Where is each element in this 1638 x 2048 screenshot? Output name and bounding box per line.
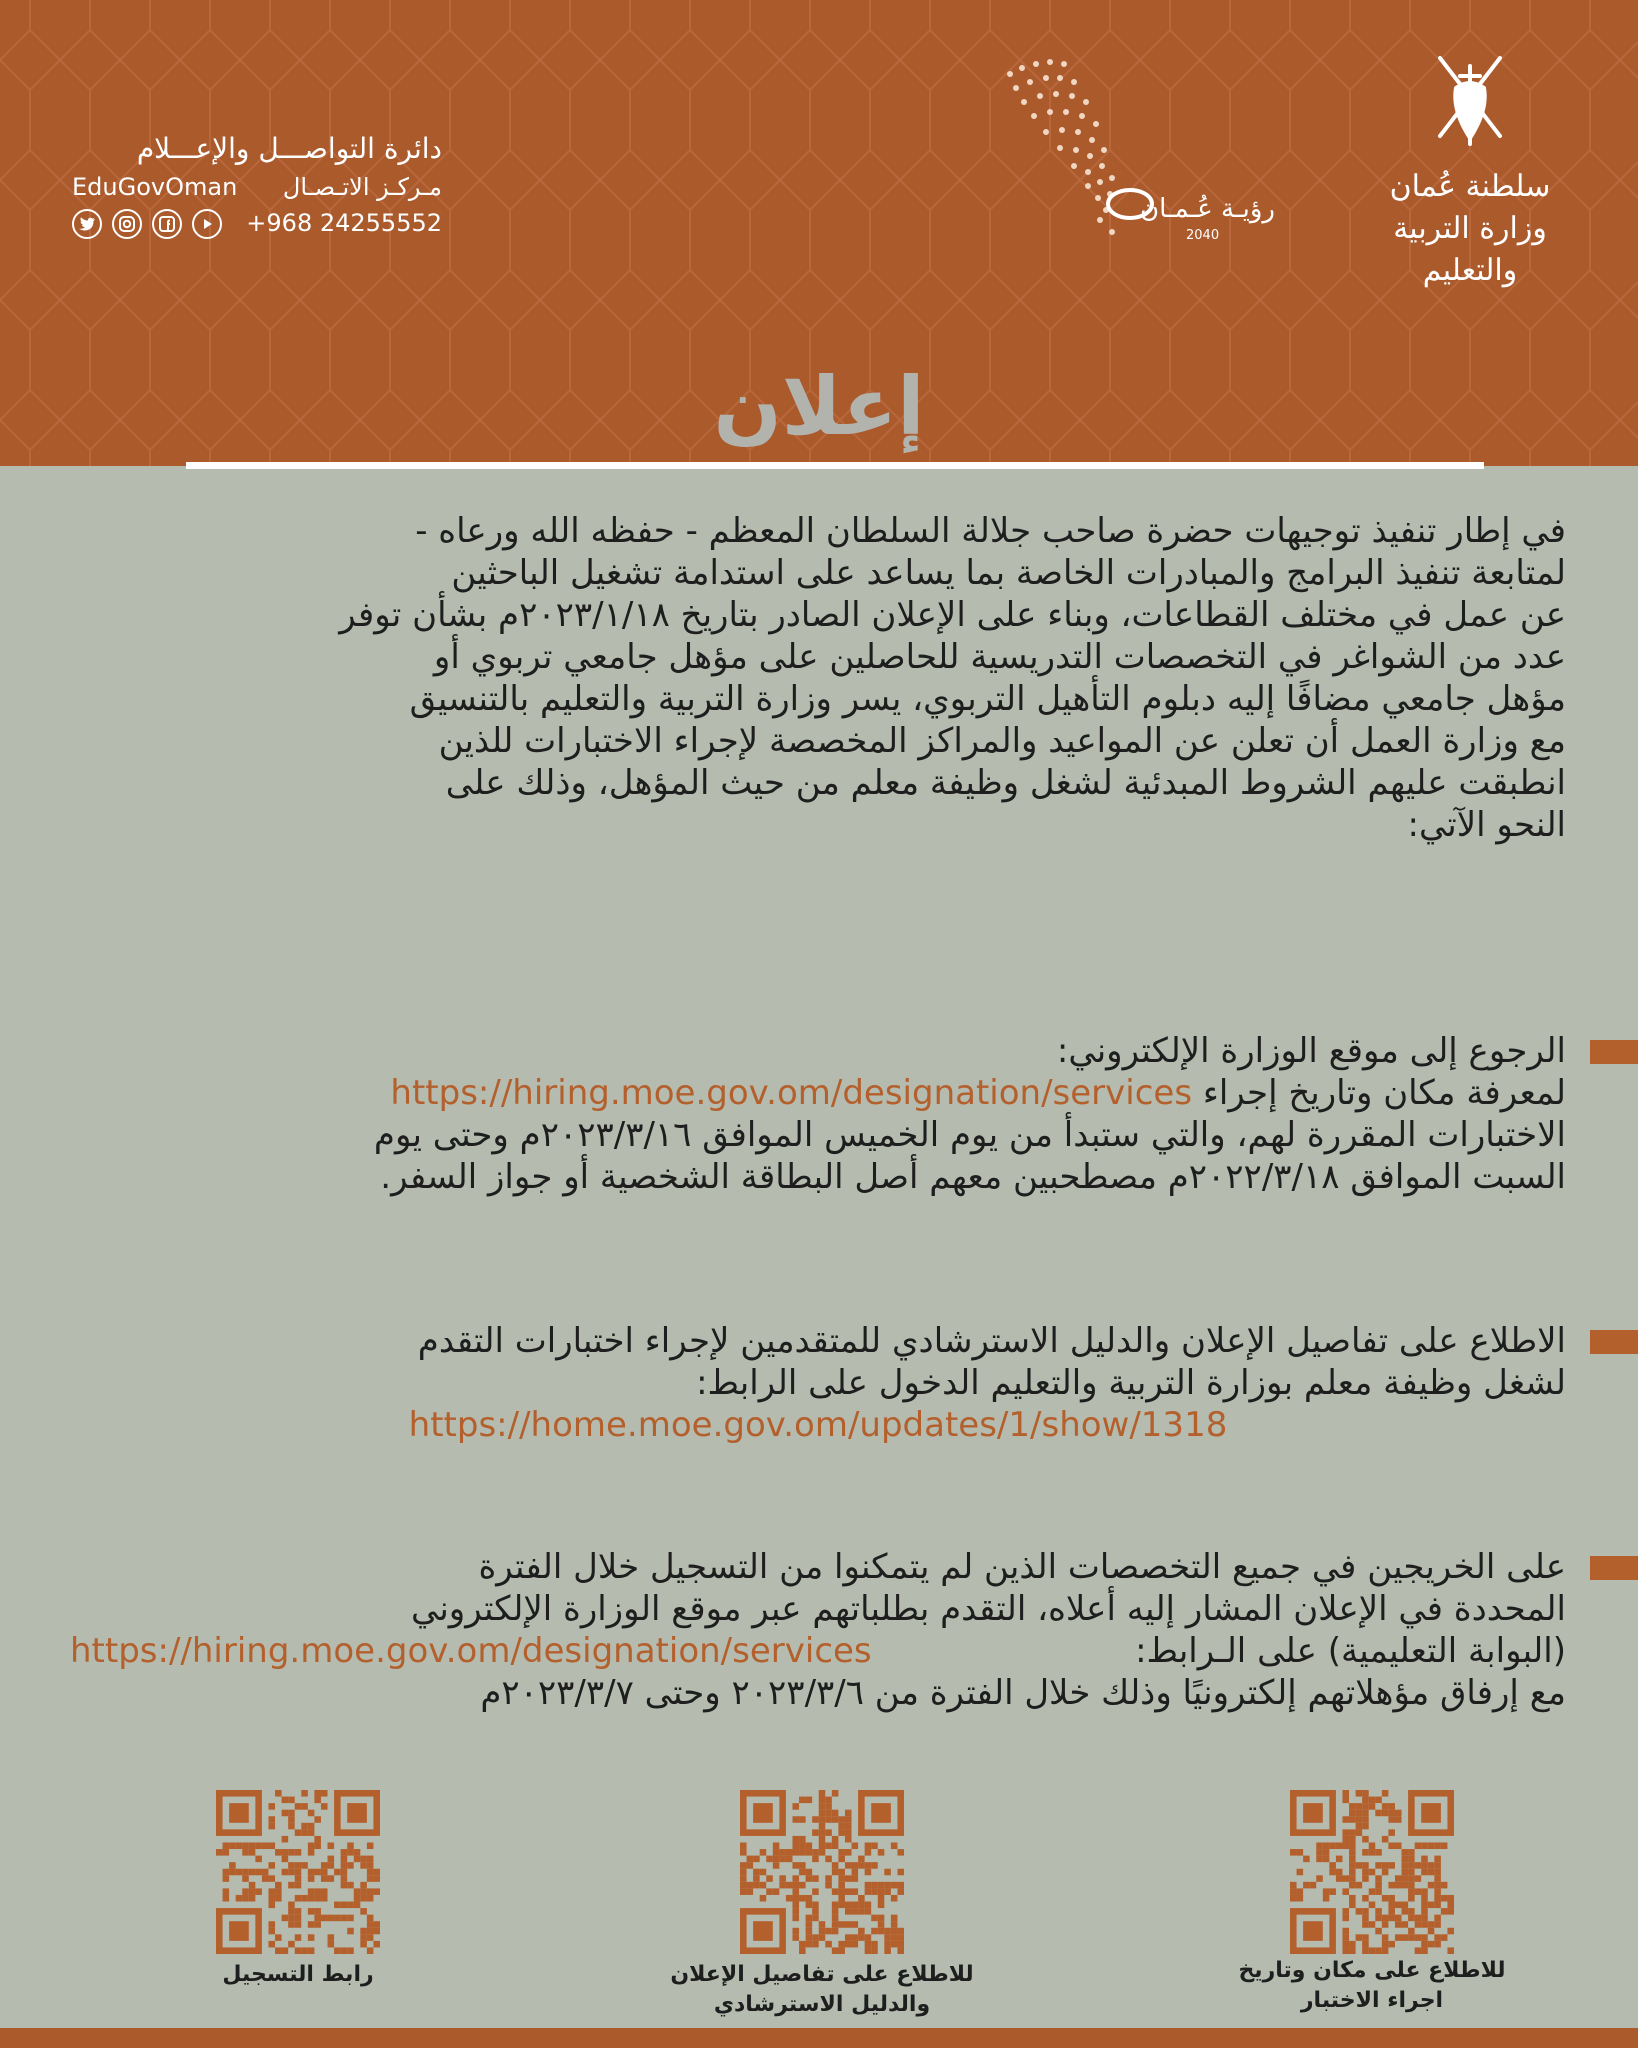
section-1 — [70, 1030, 1566, 1198]
social-handle[interactable]: EduGovOman — [72, 173, 238, 201]
header-banner — [0, 0, 1638, 466]
section-1-text: لمعرفة مكان وتاريخ إجراء — [1202, 1073, 1566, 1113]
qr-label-line: للاطلاع على مكان وتاريخ — [1238, 1958, 1506, 1983]
intro-line: في إطار تنفيذ توجيهات حضرة صاحب جلالة السلطان المعظم - حفظه الله ورعاه - — [415, 511, 1566, 551]
bullet-bar — [1590, 1330, 1638, 1354]
oman-vision-logo — [1000, 54, 1280, 254]
qr-label-line: اجراء الاختبار — [1300, 1988, 1444, 2013]
vision-swirl-icon — [1000, 54, 1180, 254]
ministry-name — [1360, 166, 1580, 292]
ministry-logo — [1360, 48, 1580, 288]
intro-line: النحو الآتي: — [1407, 805, 1566, 845]
intro-line: مع وزارة العمل أن تعلن عن المواعيد والمراكز المخصصة لإجراء الاختبارات للذين — [438, 721, 1566, 761]
intro-line: انطبقت عليهم الشروط المبدئية لشغل وظيفة معلم من حيث المؤهل، وذلك على — [445, 763, 1566, 803]
intro-paragraph — [70, 510, 1566, 846]
intro-line: عدد من الشواغر في التخصصات التدريسية للحاصلين على مؤهل جامعي تربوي أو — [433, 637, 1566, 677]
section-3-text: (البوابة التعليمية) على الـرابط: — [1135, 1631, 1566, 1671]
bullet-bar — [1590, 1556, 1638, 1580]
sultanate-text: سلطنة عُمان — [1389, 169, 1551, 204]
contact-block — [72, 132, 442, 247]
social-icons — [72, 209, 222, 239]
registration-link[interactable]: https://hiring.moe.gov.om/designation/services — [70, 1631, 872, 1671]
contact-center-label: مـركـز الاتـصـال — [282, 173, 442, 201]
department-name: دائرة التواصـــل والإعـــلام — [136, 132, 442, 165]
intro-line: عن عمل في مختلف القطاعات، وبناء على الإعلان الصادر بتاريخ ٢٠٢٣/١/١٨م بشأن توفر — [339, 595, 1566, 635]
facebook-icon[interactable] — [152, 209, 182, 239]
footer-bar — [0, 2028, 1638, 2048]
qr-label-line: والدليل الاسترشادي — [713, 1992, 931, 2017]
qr-label-exam-location — [1200, 1956, 1544, 2016]
title-divider — [186, 462, 1484, 469]
section-2-line: لشغل وظيفة معلم بوزارة التربية والتعليم الدخول على الرابط: — [696, 1363, 1566, 1403]
national-emblem-icon — [1360, 48, 1580, 160]
twitter-icon[interactable] — [72, 209, 102, 239]
page-title: إعلان — [713, 360, 925, 453]
section-3 — [70, 1546, 1566, 1714]
section-2-line: الاطلاع على تفاصيل الإعلان والدليل الاسترشادي للمتقدمين لإجراء اختبارات التقدم — [417, 1321, 1566, 1361]
qr-code-registration[interactable] — [216, 1790, 380, 1954]
phone-number[interactable]: +968 24255552 — [246, 209, 442, 237]
intro-line: مؤهل جامعي مضافًا إليه دبلوم التأهيل التربوي، يسر وزارة التربية والتعليم بالتنسيق — [409, 679, 1566, 719]
vision-year: 2040 — [1186, 228, 1220, 243]
section-3-line: مع إرفاق مؤهلاتهم إلكترونيًا وذلك خلال الفترة من ٢٠٢٣/٣/٦ وحتى ٢٠٢٣/٣/٧م — [480, 1673, 1566, 1713]
ministry-text: وزارة التربية والتعليم — [1393, 211, 1547, 288]
youtube-icon[interactable] — [192, 209, 222, 239]
announcement-link[interactable]: https://home.moe.gov.om/updates/1/show/1318 — [408, 1405, 1228, 1445]
section-1-line — [70, 1072, 1566, 1114]
qr-label-line: للاطلاع على تفاصيل الإعلان — [670, 1962, 974, 1987]
section-2 — [70, 1320, 1566, 1446]
intro-line: لمتابعة تنفيذ البرامج والمبادرات الخاصة بما يساعد على استدامة تشغيل الباحثين — [451, 553, 1566, 593]
section-1-line: الاختبارات المقررة لهم، والتي ستبدأ من يوم الخميس الموافق ٢٠٢٣/٣/١٦م وحتى يوم — [373, 1115, 1566, 1155]
qr-code-exam-location[interactable] — [1290, 1790, 1454, 1954]
hiring-link[interactable]: https://hiring.moe.gov.om/designation/services — [390, 1073, 1193, 1113]
section-3-line: على الخريجين في جميع التخصصات الذين لم يتمكنوا من التسجيل خلال الفترة — [478, 1547, 1566, 1587]
qr-code-announcement[interactable] — [740, 1790, 904, 1954]
qr-label-announcement — [640, 1960, 1004, 2020]
section-3-line — [70, 1630, 1566, 1672]
vision-text: رؤيـة عُـمـان — [1140, 194, 1275, 224]
section-1-line: الرجوع إلى موقع الوزارة الإلكتروني: — [1056, 1031, 1566, 1071]
instagram-icon[interactable] — [112, 209, 142, 239]
section-1-line: السبت الموافق ٢٠٢٢/٣/١٨م مصطحبين معهم أصل البطاقة الشخصية أو جواز السفر. — [380, 1157, 1566, 1197]
section-3-line: المحددة في الإعلان المشار إليه أعلاه، التقدم بطلباتهم عبر موقع الوزارة الإلكتروني — [410, 1589, 1566, 1629]
qr-label-registration: رابط التسجيل — [222, 1962, 374, 1987]
bullet-bar — [1590, 1040, 1638, 1064]
